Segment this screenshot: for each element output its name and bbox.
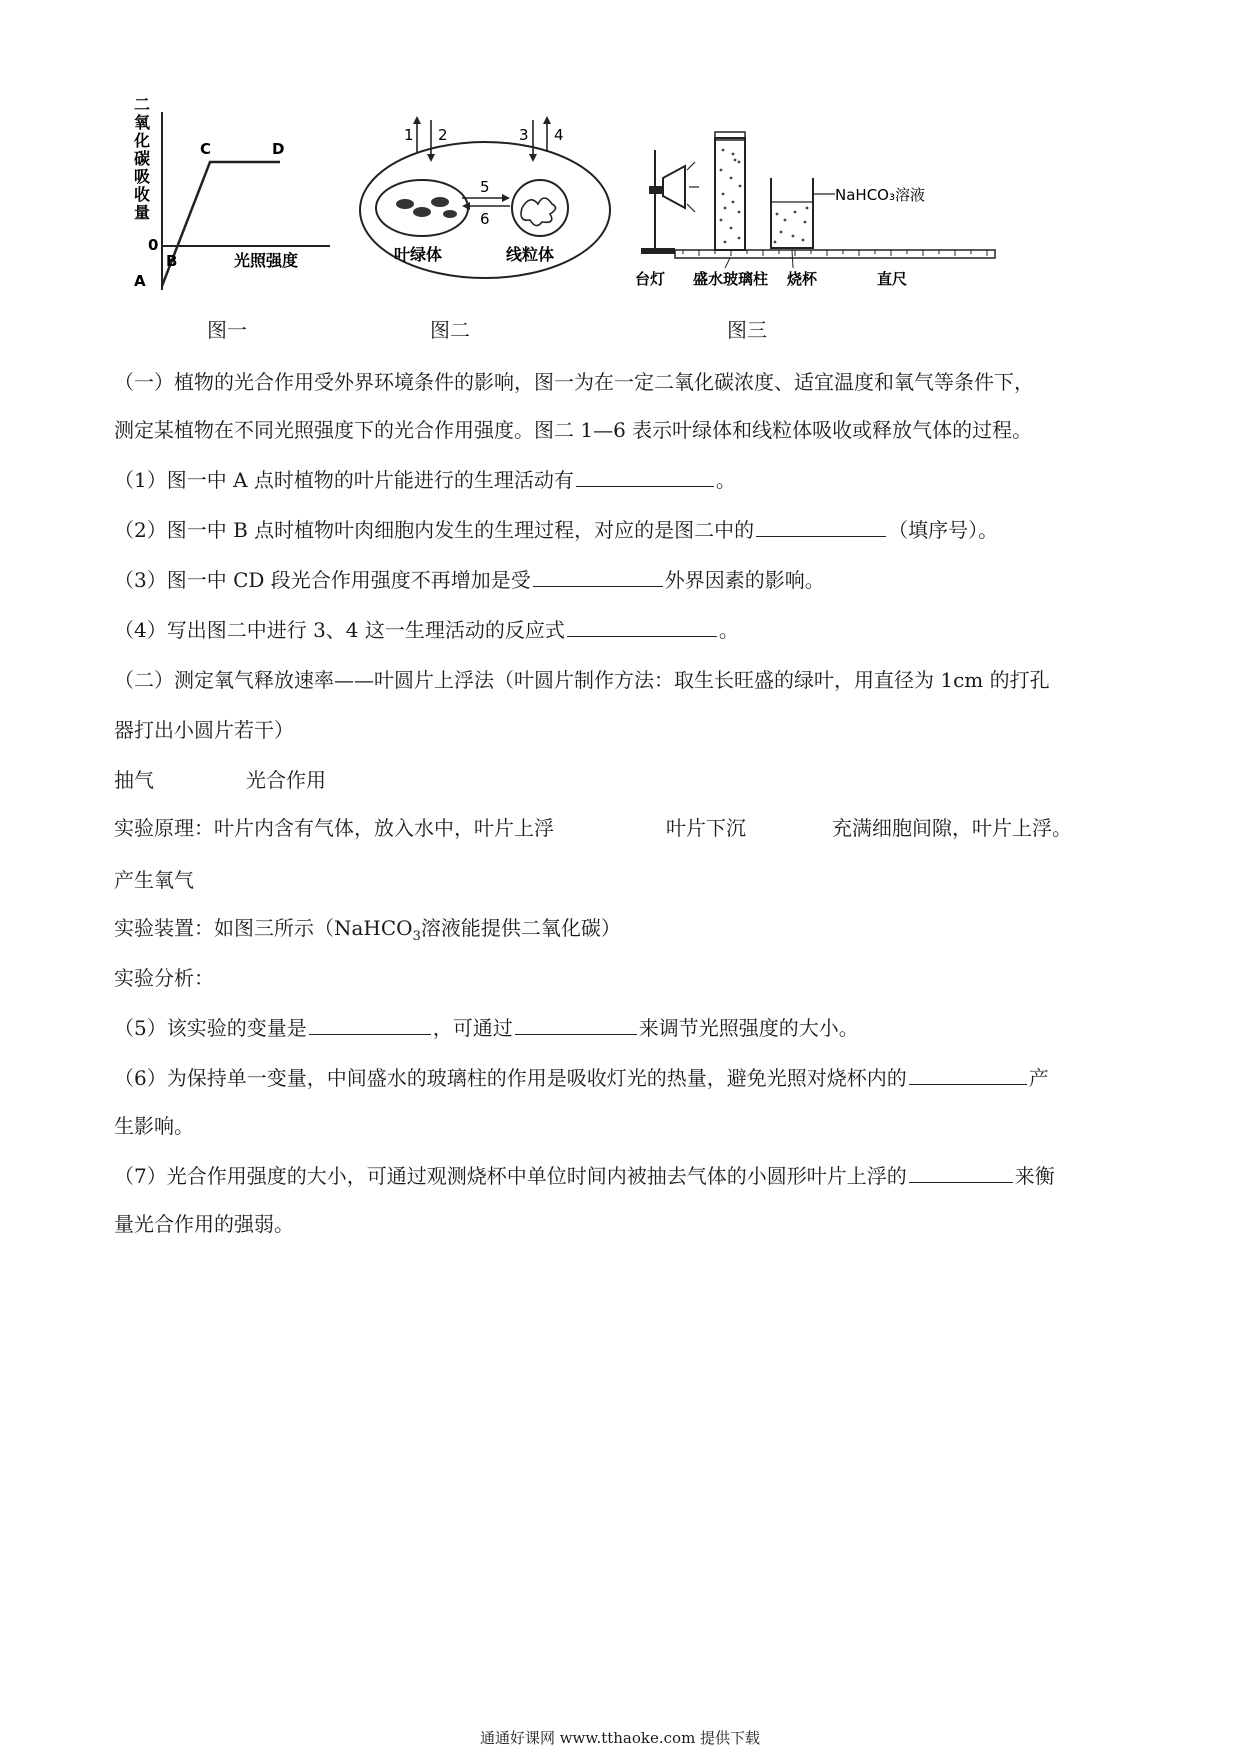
fig2-chloroplast-label: 叶绿体 (394, 245, 443, 264)
fig3-beaker-label: 烧杯 (787, 270, 818, 288)
question-7 (114, 1162, 1055, 1190)
figure-1-graph (130, 90, 355, 290)
lamp-shade (663, 166, 685, 208)
fig1-point-b: B (166, 252, 178, 270)
fig3-caption: 图三 (727, 318, 767, 342)
fig2-arrow-1: 1 (404, 126, 414, 144)
question-4-end: 。 (718, 618, 739, 642)
fig2-arrow-4: 4 (554, 126, 564, 144)
answer-blank-2[interactable] (756, 516, 886, 537)
fig3-column-label: 盛水玻璃柱 (693, 270, 769, 288)
fig3-ruler-label: 直尺 (877, 270, 908, 288)
analysis-heading: 实验分析： (114, 966, 214, 990)
fig3-lamp-label: 台灯 (635, 270, 666, 288)
fig2-caption: 图二 (430, 318, 470, 342)
fig1-point-origin: 0 (148, 236, 159, 254)
device-text-1: 实验装置：如图三所示（NaHCO (114, 916, 413, 940)
answer-blank-7[interactable] (909, 1162, 1013, 1183)
question-6-cont: 生影响。 (114, 1114, 194, 1138)
ruler-shape (675, 250, 995, 258)
water-column (715, 138, 745, 250)
principle-part-2: 叶片下沉 (666, 816, 746, 840)
fig1-point-c: C (200, 140, 212, 158)
question-1 (114, 466, 736, 494)
device-subscript: 3 (412, 929, 421, 944)
question-3 (114, 566, 825, 594)
arrow-label-oxygen: 产生氧气 (114, 868, 194, 892)
mitochondria-shape (512, 180, 568, 236)
para-1-line-2: 测定某植物在不同光照强度下的光合作用强度。图二 1—6 表示叶绿体和线粒体吸收或释放气体的过程。 (114, 418, 1033, 442)
question-6-end: 产 (1028, 1066, 1049, 1090)
answer-blank-6[interactable] (909, 1064, 1027, 1085)
fig1-point-d: D (272, 140, 285, 158)
question-5-end: 来调节光照强度的大小。 (638, 1016, 859, 1040)
question-4 (114, 616, 739, 644)
fig3-solution-label: NaHCO₃溶液 (835, 186, 925, 204)
fig2-arrow-6: 6 (480, 210, 490, 228)
fig2-arrow-5: 5 (480, 178, 490, 196)
para-1-line-1: （一）植物的光合作用受外界环境条件的影响，图一为在一定二氧化碳浓度、适宜温度和氧气等条件下， (114, 370, 1034, 394)
fig2-arrow-2: 2 (438, 126, 448, 144)
fig1-caption: 图一 (207, 318, 247, 342)
question-5-text: （5）该实验的变量是 (114, 1016, 307, 1040)
fig1-ylabel: 二氧化碳吸收量 (134, 95, 151, 222)
question-5-mid: ，可通过 (432, 1016, 513, 1040)
question-2 (114, 516, 998, 544)
question-3-text: （3）图一中 CD 段光合作用强度不再增加是受 (114, 568, 531, 592)
question-2-text: （2）图一中 B 点时植物叶肉细胞内发生的生理过程，对应的是图二中的 (114, 518, 755, 542)
answer-blank-5b[interactable] (515, 1014, 637, 1035)
para-2-line-1: （二）测定氧气释放速率——叶圆片上浮法（叶圆片制作方法：取生长旺盛的绿叶，用直径为 1cm 的打孔 (114, 668, 1050, 692)
device-line (114, 914, 621, 951)
arrow-label-pump: 抽气 (114, 768, 154, 792)
question-7-text: （7）光合作用强度的大小，可通过观测烧杯中单位时间内被抽去气体的小圆形叶片上浮的 (114, 1164, 907, 1188)
para-2-line-2: 器打出小圆片若干） (114, 718, 294, 742)
question-4-text: （4）写出图二中进行 3、4 这一生理活动的反应式 (114, 618, 565, 642)
answer-blank-3[interactable] (533, 566, 663, 587)
question-6-text: （6）为保持单一变量，中间盛水的玻璃柱的作用是吸收灯光的热量，避免光照对烧杯内的 (114, 1066, 907, 1090)
page-footer: 通通好课网 www.tthaoke.com 提供下载 (479, 1729, 761, 1747)
principle-part-1: 实验原理：叶片内含有气体，放入水中，叶片上浮 (114, 816, 554, 840)
question-5 (114, 1014, 859, 1042)
answer-blank-1[interactable] (576, 466, 714, 487)
question-7-cont: 量光合作用的强弱。 (114, 1212, 294, 1236)
fig2-mitochondria-label: 线粒体 (506, 245, 555, 264)
principle-part-3: 充满细胞间隙，叶片上浮。 (832, 816, 1072, 840)
question-2-end: （填序号）。 (888, 518, 999, 542)
principle-line (114, 814, 1072, 842)
question-1-end: 。 (715, 468, 736, 492)
figure-3-apparatus (635, 90, 1010, 290)
figure-2-cell (350, 90, 620, 290)
question-1-text: （1）图一中 A 点时植物的叶片能进行的生理活动有 (114, 468, 574, 492)
question-3-end: 外界因素的影响。 (664, 568, 825, 592)
question-7-end: 来衡 (1014, 1164, 1055, 1188)
answer-blank-4[interactable] (567, 616, 717, 637)
fig2-arrow-3: 3 (519, 126, 529, 144)
answer-blank-5a[interactable] (309, 1014, 431, 1035)
question-6 (114, 1064, 1049, 1092)
fig1-point-a: A (134, 272, 146, 290)
device-text-2: 溶液能提供二氧化碳） (420, 916, 621, 940)
arrow-label-photosynthesis: 光合作用 (246, 768, 326, 792)
fig1-xlabel: 光照强度 (234, 251, 299, 270)
